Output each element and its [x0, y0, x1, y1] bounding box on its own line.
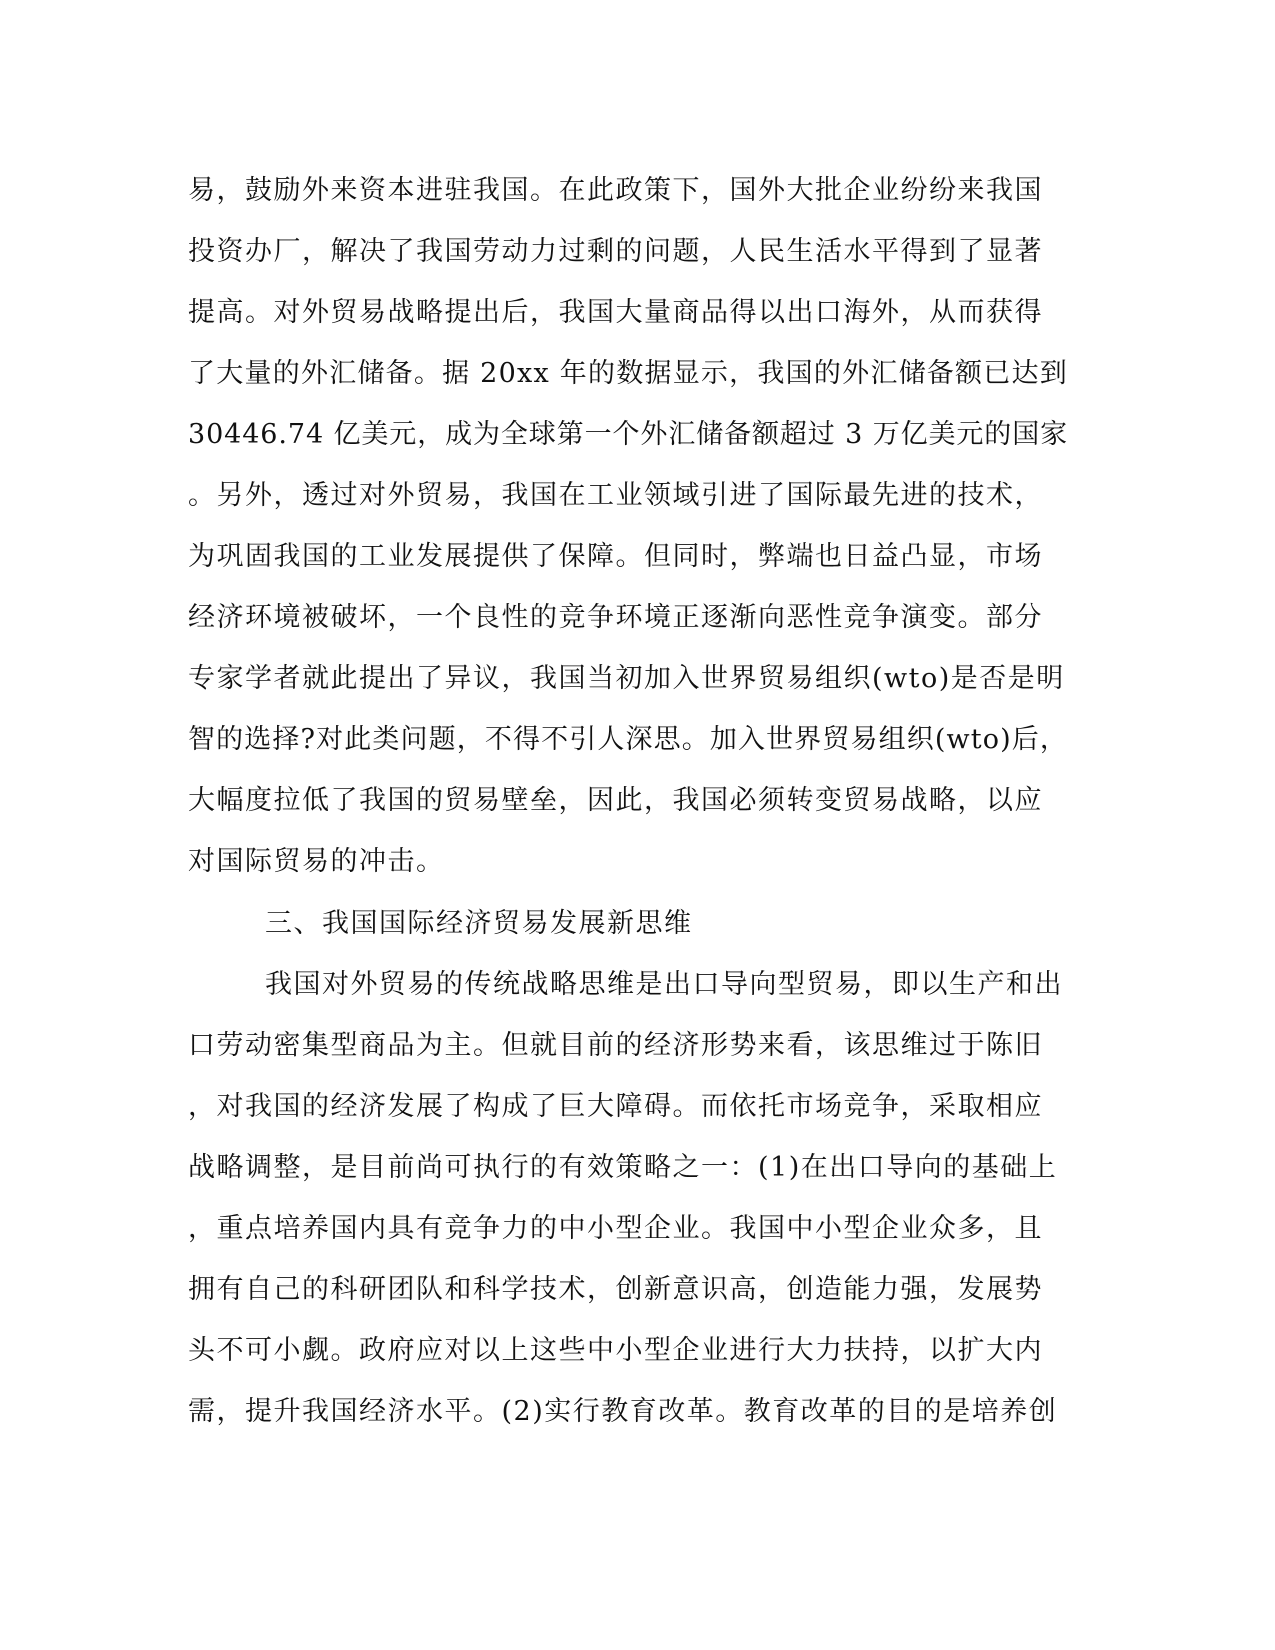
section-heading: 三、我国国际经济贸易发展新思维: [265, 908, 693, 939]
text-line: 头不可小觑。政府应对以上这些中小型企业进行大力扶持，以扩大内: [188, 1335, 1043, 1366]
text-line: 智的选择?对此类问题，不得不引人深思。加入世界贸易组织(wto)后，: [188, 724, 1068, 755]
text-line: 战略调整，是目前尚可执行的有效策略之一：(1)在出口导向的基础上: [188, 1152, 1058, 1183]
text-line: 对国际贸易的冲击。: [188, 846, 445, 877]
text-line: 30446.74 亿美元，成为全球第一个外汇储备额超过 3 万亿美元的国家: [188, 419, 1068, 450]
text-line: 经济环境被破坏，一个良性的竞争环境正逐渐向恶性竞争演变。部分: [188, 602, 1043, 633]
text-line: 提高。对外贸易战略提出后，我国大量商品得以出口海外，从而获得: [188, 297, 1043, 328]
text-line: 我国对外贸易的传统战略思维是出口导向型贸易，即以生产和出: [265, 969, 1063, 1000]
text-line: 投资办厂，解决了我国劳动力过剩的问题，人民生活水平得到了显著: [188, 236, 1043, 267]
paragraph-continued: [188, 160, 1068, 892]
text-line: 易，鼓励外来资本进驻我国。在此政策下，国外大批企业纷纷来我国: [188, 175, 1043, 206]
text-line: ，对我国的经济发展了构成了巨大障碍。而依托市场竞争，采取相应: [188, 1091, 1043, 1122]
text-line: 专家学者就此提出了异议，我国当初加入世界贸易组织(wto)是否是明: [188, 663, 1065, 694]
text-line: 了大量的外汇储备。据 20xx 年的数据显示，我国的外汇储备额已达到: [188, 358, 1068, 389]
text-line: 口劳动密集型商品为主。但就目前的经济形势来看，该思维过于陈旧: [188, 1030, 1043, 1061]
text-line: 拥有自己的科研团队和科学技术，创新意识高，创造能力强，发展势: [188, 1274, 1043, 1305]
text-line: 。另外，透过对外贸易，我国在工业领域引进了国际最先进的技术，: [188, 480, 1043, 511]
text-line: 大幅度拉低了我国的贸易壁垒，因此，我国必须转变贸易战略，以应: [188, 785, 1043, 816]
section-body: [188, 893, 1068, 1442]
text-line: 为巩固我国的工业发展提供了保障。但同时，弊端也日益凸显，市场: [188, 541, 1043, 572]
text-line: ，重点培养国内具有竞争力的中小型企业。我国中小型企业众多，且: [188, 1213, 1043, 1244]
text-line: 需，提升我国经济水平。(2)实行教育改革。教育改革的目的是培养创: [188, 1396, 1058, 1427]
